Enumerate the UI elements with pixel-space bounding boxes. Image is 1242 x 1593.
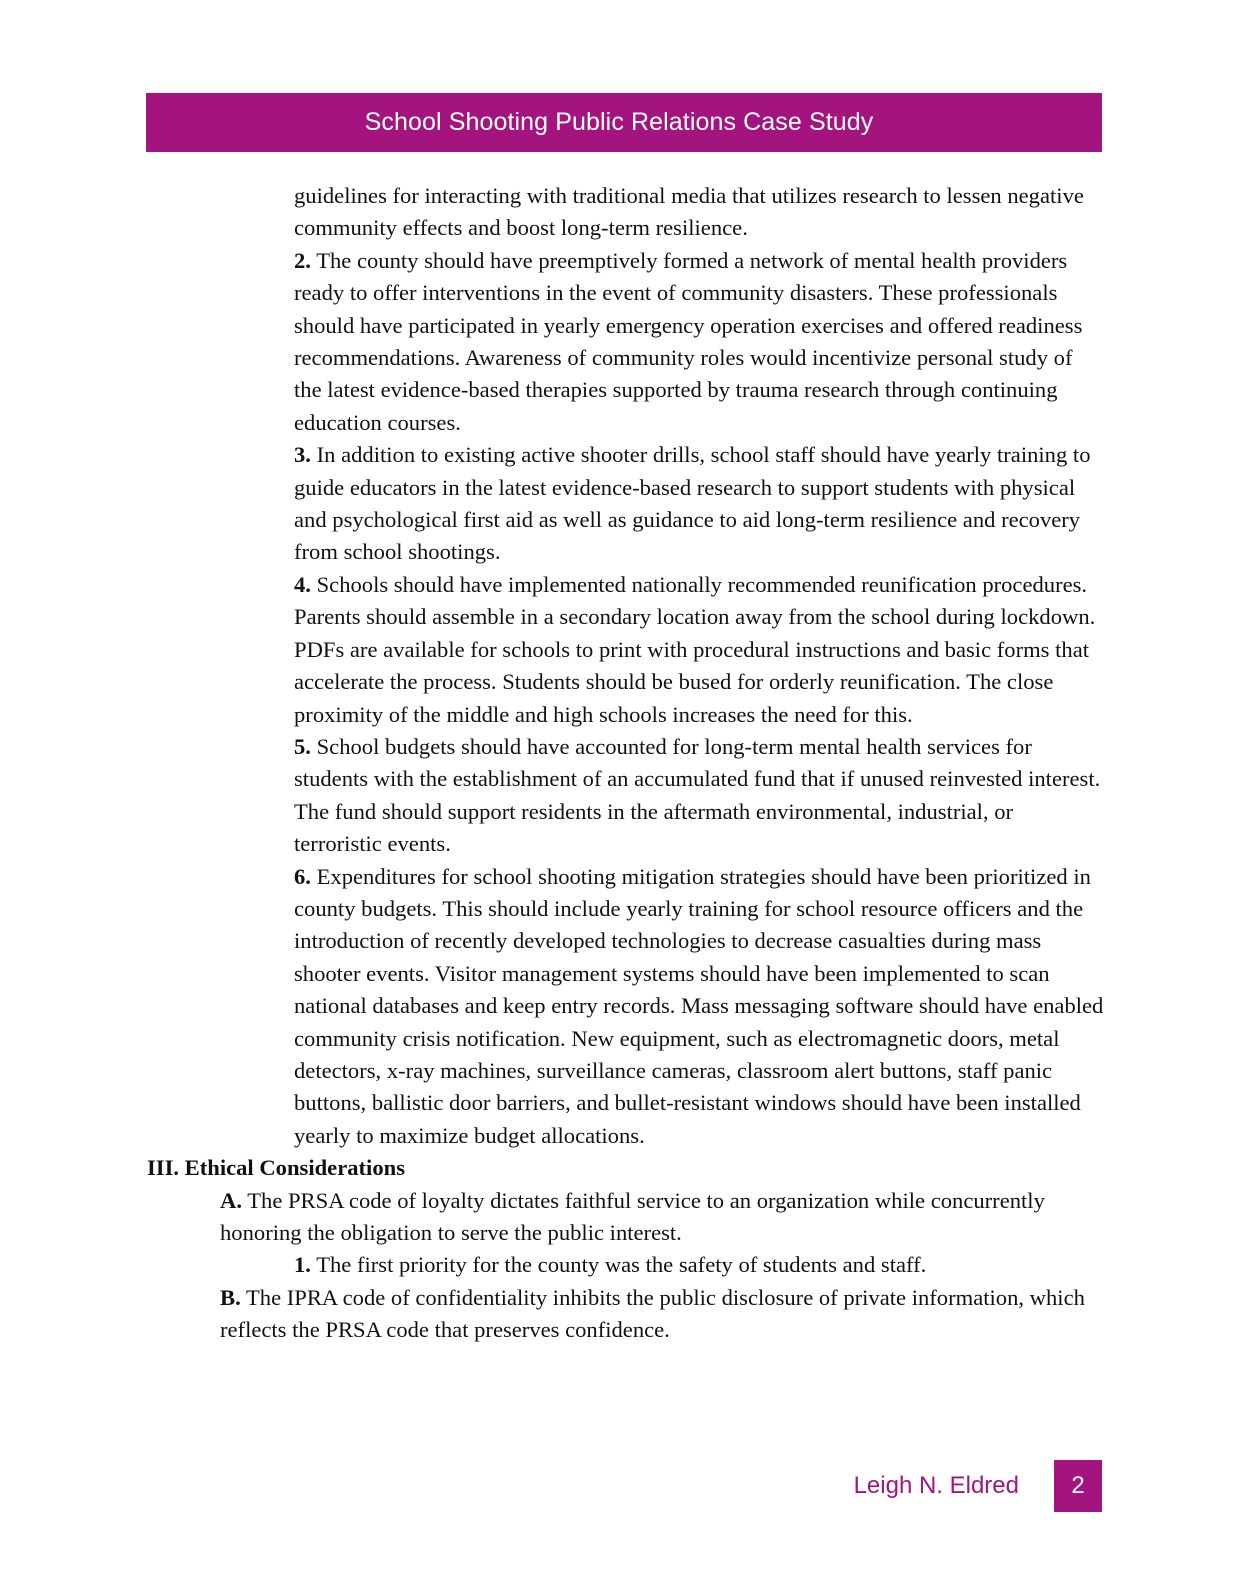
item-number: 6. (294, 863, 311, 889)
item-text: Schools should have implemented nationally recommended reunification procedures. Parents should assemble in a secondary location away from the school during lockdown. PDFs are available for schools to print with procedural instructions and basic forms that accelerate the process. Students should be bused for orderly reunification. The close proximity of the middle and high schools increases the need for this. (294, 571, 1096, 727)
item-number: 3. (294, 442, 311, 468)
item-text: In addition to existing active shooter drills, school staff should have yearly training to guide educators in the latest evidence-based research to support students with physical and psychological first aid as well as guidance to aid long-term resilience and recovery from school shootings. (294, 442, 1091, 565)
item-text: Expenditures for school shooting mitigation strategies should have been prioritized in county budgets. This should include yearly training for school resource officers and the introduction of recently developed technologies to decrease casualties during mass shooter events. Visitor management systems should have been implemented to scan national databases and keep entry records. Mass messaging software should have enabled community crisis notification. New equipment, such as electromagnetic doors, metal detectors, x-ray machines, surveillance cameras, classroom alert buttons, staff panic buttons, ballistic door barriers, and bullet-resistant windows should have been installed yearly to maximize budget allocations. (294, 863, 1104, 1148)
recommendation-item-6 (0, 861, 1104, 1153)
page-number-badge: 2 (1054, 1460, 1102, 1512)
ethics-item-a (0, 1185, 1104, 1250)
item-label: A. (220, 1187, 242, 1213)
recommendation-item-3 (0, 439, 1104, 569)
item-text: The IPRA code of confidentiality inhibits the public disclosure of private information, which reflects the PRSA code that preserves confidence. (220, 1284, 1085, 1343)
item-number: 2. (294, 247, 311, 273)
page-header-title: School Shooting Public Relations Case Study (364, 108, 874, 136)
item-number: 5. (294, 733, 311, 759)
ethics-item-a1 (0, 1249, 1104, 1281)
item-text: The PRSA code of loyalty dictates faithful service to an organization while concurrently honoring the obligation to serve the public interest. (220, 1187, 1045, 1245)
item-label: 1. (294, 1252, 311, 1278)
item-text: The county should have preemptively formed a network of mental health providers ready to offer interventions in the event of community disasters. These professionals should have participated in yearly emergency operation exercises and offered readiness recommendations. Awareness of community roles would incentivize personal study of the latest evidence-based therapies supported by trauma research through continuing education courses. (294, 247, 1083, 435)
ethics-item-b (0, 1282, 1104, 1347)
document-body (0, 180, 1242, 1347)
footer-author: Leigh N. Eldred (853, 1472, 1019, 1499)
continuation-paragraph: guidelines for interacting with traditional media that utilizes research to lessen negative community effects and boost long-term resilience. (294, 183, 1084, 241)
item-number: 4. (294, 571, 311, 597)
section-heading: III. Ethical Considerations (147, 1155, 405, 1181)
header-bar (146, 93, 1102, 152)
recommendation-item-5 (0, 731, 1104, 861)
item-text: The first priority for the county was the safety of students and staff. (316, 1252, 927, 1278)
recommendation-item-4 (0, 569, 1104, 731)
item-label: B. (220, 1284, 241, 1310)
item-text: School budgets should have accounted for long-term mental health services for students with the establishment of an accumulated fund that if unused reinvested interest. The fund should support residents in the aftermath environmental, industrial, or terroristic events. (294, 733, 1101, 857)
recommendation-item-2 (0, 245, 1104, 439)
